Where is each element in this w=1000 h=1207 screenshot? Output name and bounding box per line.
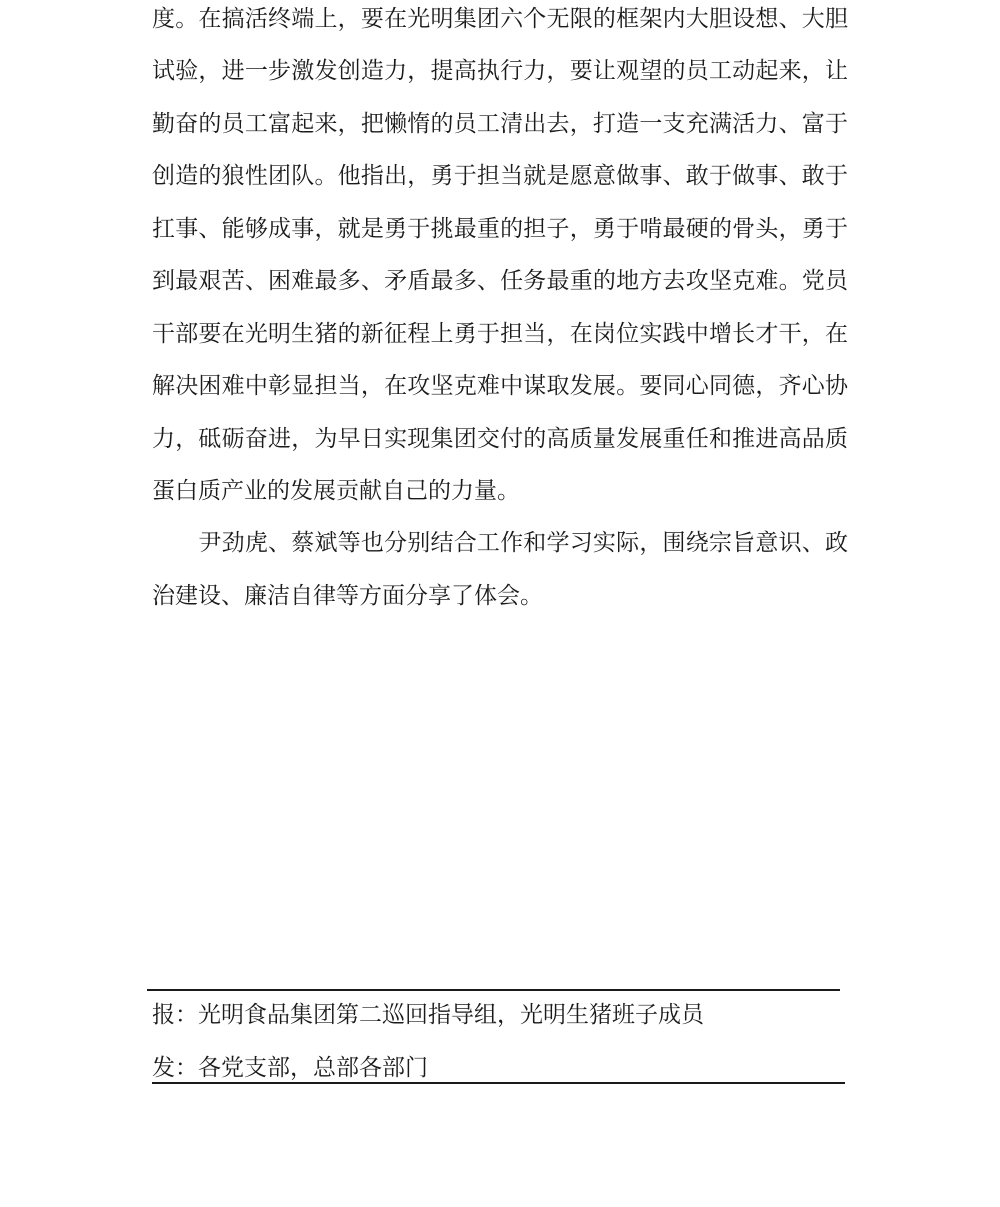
distribution-top-rule	[147, 989, 840, 991]
paragraph-1-line-6: 到最艰苦、困难最多、矛盾最多、任务最重的地方去攻坚克难。党员	[152, 268, 848, 294]
paragraph-2-line-2: 治建设、廉洁自律等方面分享了体会。	[152, 583, 543, 609]
paragraph-1-line-4: 创造的狼性团队。他指出，勇于担当就是愿意做事、敢于做事、敢于	[152, 163, 848, 189]
paragraph-1-line-8: 解决困难中彰显担当，在攻坚克难中谋取发展。要同心同德，齐心协	[152, 373, 848, 399]
paragraph-1-line-5: 扛事、能够成事，就是勇于挑最重的担子，勇于啃最硬的骨头，勇于	[152, 216, 848, 242]
paragraph-1-line-9: 力，砥砺奋进，为早日实现集团交付的高质量发展重任和推进高品质	[152, 426, 848, 452]
send-to-line: 发：各党支部，总部各部门	[152, 1055, 428, 1081]
paragraph-1-line-1: 度。在搞活终端上，要在光明集团六个无限的框架内大胆设想、大胆	[152, 6, 848, 32]
paragraph-1-line-7: 干部要在光明生猪的新征程上勇于担当，在岗位实践中增长才干，在	[152, 321, 848, 347]
paragraph-2-line-1: 尹劲虎、蔡斌等也分别结合工作和学习实际，围绕宗旨意识、政	[152, 530, 848, 556]
paragraph-1-line-2: 试验，进一步激发创造力，提高执行力，要让观望的员工动起来，让	[152, 58, 848, 84]
paragraph-1-line-10: 蛋白质产业的发展贡献自己的力量。	[152, 478, 520, 504]
paragraph-1-line-3: 勤奋的员工富起来，把懒惰的员工清出去，打造一支充满活力、富于	[152, 111, 848, 137]
distribution-bottom-rule	[152, 1082, 845, 1084]
report-to-line: 报：光明食品集团第二巡回指导组，光明生猪班子成员	[152, 1002, 704, 1028]
